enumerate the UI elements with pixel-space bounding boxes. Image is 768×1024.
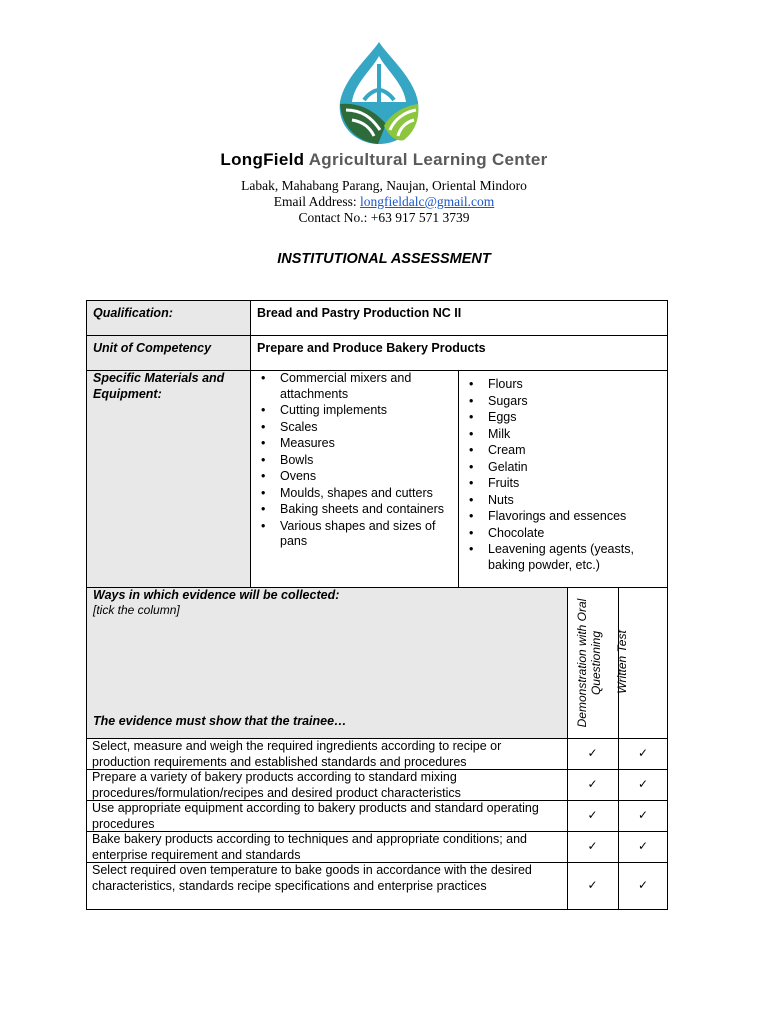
equipment-item: • Cutting implements	[252, 403, 452, 419]
qualification-value: Bread and Pastry Production NC II	[257, 306, 462, 320]
demo-check-mark: ✓	[587, 807, 598, 822]
equipment-item: • Various shapes and sizes of pans	[252, 519, 452, 550]
address: Labak, Mahabang Parang, Naujan, Oriental Mindoro	[241, 178, 527, 193]
evidence-must: The evidence must show that the trainee…	[93, 714, 347, 728]
equipment-list	[252, 371, 452, 550]
assessment-table	[86, 300, 668, 910]
material-item: • Nuts	[460, 493, 664, 509]
materials-label: Specific Materials and Equipment:	[93, 371, 225, 401]
demo-check-mark: ✓	[587, 838, 598, 853]
demo-check-mark: ✓	[587, 776, 598, 791]
equipment-item: • Measures	[252, 436, 452, 452]
written-check-mark: ✓	[637, 807, 649, 822]
row-divider	[86, 335, 668, 336]
demo-check-mark: ✓	[587, 745, 598, 760]
equipment-item: • Scales	[252, 420, 452, 436]
material-item: • Gelatin	[460, 460, 664, 476]
col-header-demo: Demonstration with Oral Questioning	[575, 598, 603, 728]
materials-list	[460, 377, 664, 573]
written-check-mark: ✓	[637, 878, 649, 892]
written-check-mark: ✓	[637, 776, 649, 791]
written-check-mark: ✓	[637, 745, 649, 760]
org-title	[0, 150, 768, 170]
qualification-label: Qualification:	[93, 306, 173, 320]
material-item: • Chocolate	[460, 526, 664, 542]
col-divider	[458, 370, 459, 587]
page-title: INSTITUTIONAL ASSESSMENT	[277, 251, 491, 267]
email-label: Email Address:	[273, 194, 360, 209]
criterion-text: Prepare a variety of bakery products according to standard mixing procedures/formulation/recipes and desired product characteristics	[92, 770, 461, 800]
contact: Contact No.: +63 917 571 3739	[298, 210, 470, 225]
material-item: • Milk	[460, 427, 664, 443]
org-name-rest: Agricultural Learning Center	[308, 150, 548, 169]
org-name-first: LongField	[220, 150, 305, 169]
material-item: • Leavening agents (yeasts, baking powder, etc.)	[460, 542, 664, 573]
equipment-item: • Commercial mixers and attachments	[252, 371, 452, 402]
materials-list-cell	[460, 377, 664, 574]
email-link[interactable]: longfieldalc@gmail.com	[359, 194, 495, 209]
material-item: • Eggs	[460, 410, 664, 426]
material-item: • Sugars	[460, 394, 664, 410]
equipment-item: • Moulds, shapes and cutters	[252, 486, 452, 502]
material-item: • Cream	[460, 443, 664, 459]
unit-value: Prepare and Produce Bakery Products	[257, 341, 486, 355]
col-header-written: Written Test	[615, 630, 629, 694]
unit-label: Unit of Competency	[93, 341, 212, 355]
col-divider	[250, 300, 251, 587]
equipment-list-cell	[252, 371, 452, 551]
email-line	[0, 194, 768, 210]
demo-check-mark: ✓	[587, 878, 598, 892]
equipment-item: • Bowls	[252, 453, 452, 469]
material-item: • Flours	[460, 377, 664, 393]
evidence-note: [tick the column]	[93, 603, 180, 617]
longfield-logo	[334, 40, 424, 148]
criterion-text: Select required oven temperature to bake goods in accordance with the desired characteristics, standards recipe specifications and enterprise practices	[92, 863, 532, 893]
material-item: • Fruits	[460, 476, 664, 492]
equipment-item: • Baking sheets and containers	[252, 502, 452, 518]
criterion-text: Use appropriate equipment according to bakery products and standard operating procedures	[92, 801, 539, 831]
evidence-heading: Ways in which evidence will be collected:	[93, 588, 340, 602]
equipment-item: • Ovens	[252, 469, 452, 485]
criterion-text: Select, measure and weigh the required ingredients according to recipe or production requirements and established standards and procedures	[92, 739, 502, 769]
criterion-text: Bake bakery products according to techniques and appropriate conditions; and enterprise requirement and standards	[92, 832, 528, 862]
written-check-mark: ✓	[637, 838, 649, 853]
material-item: • Flavorings and essences	[460, 509, 664, 525]
